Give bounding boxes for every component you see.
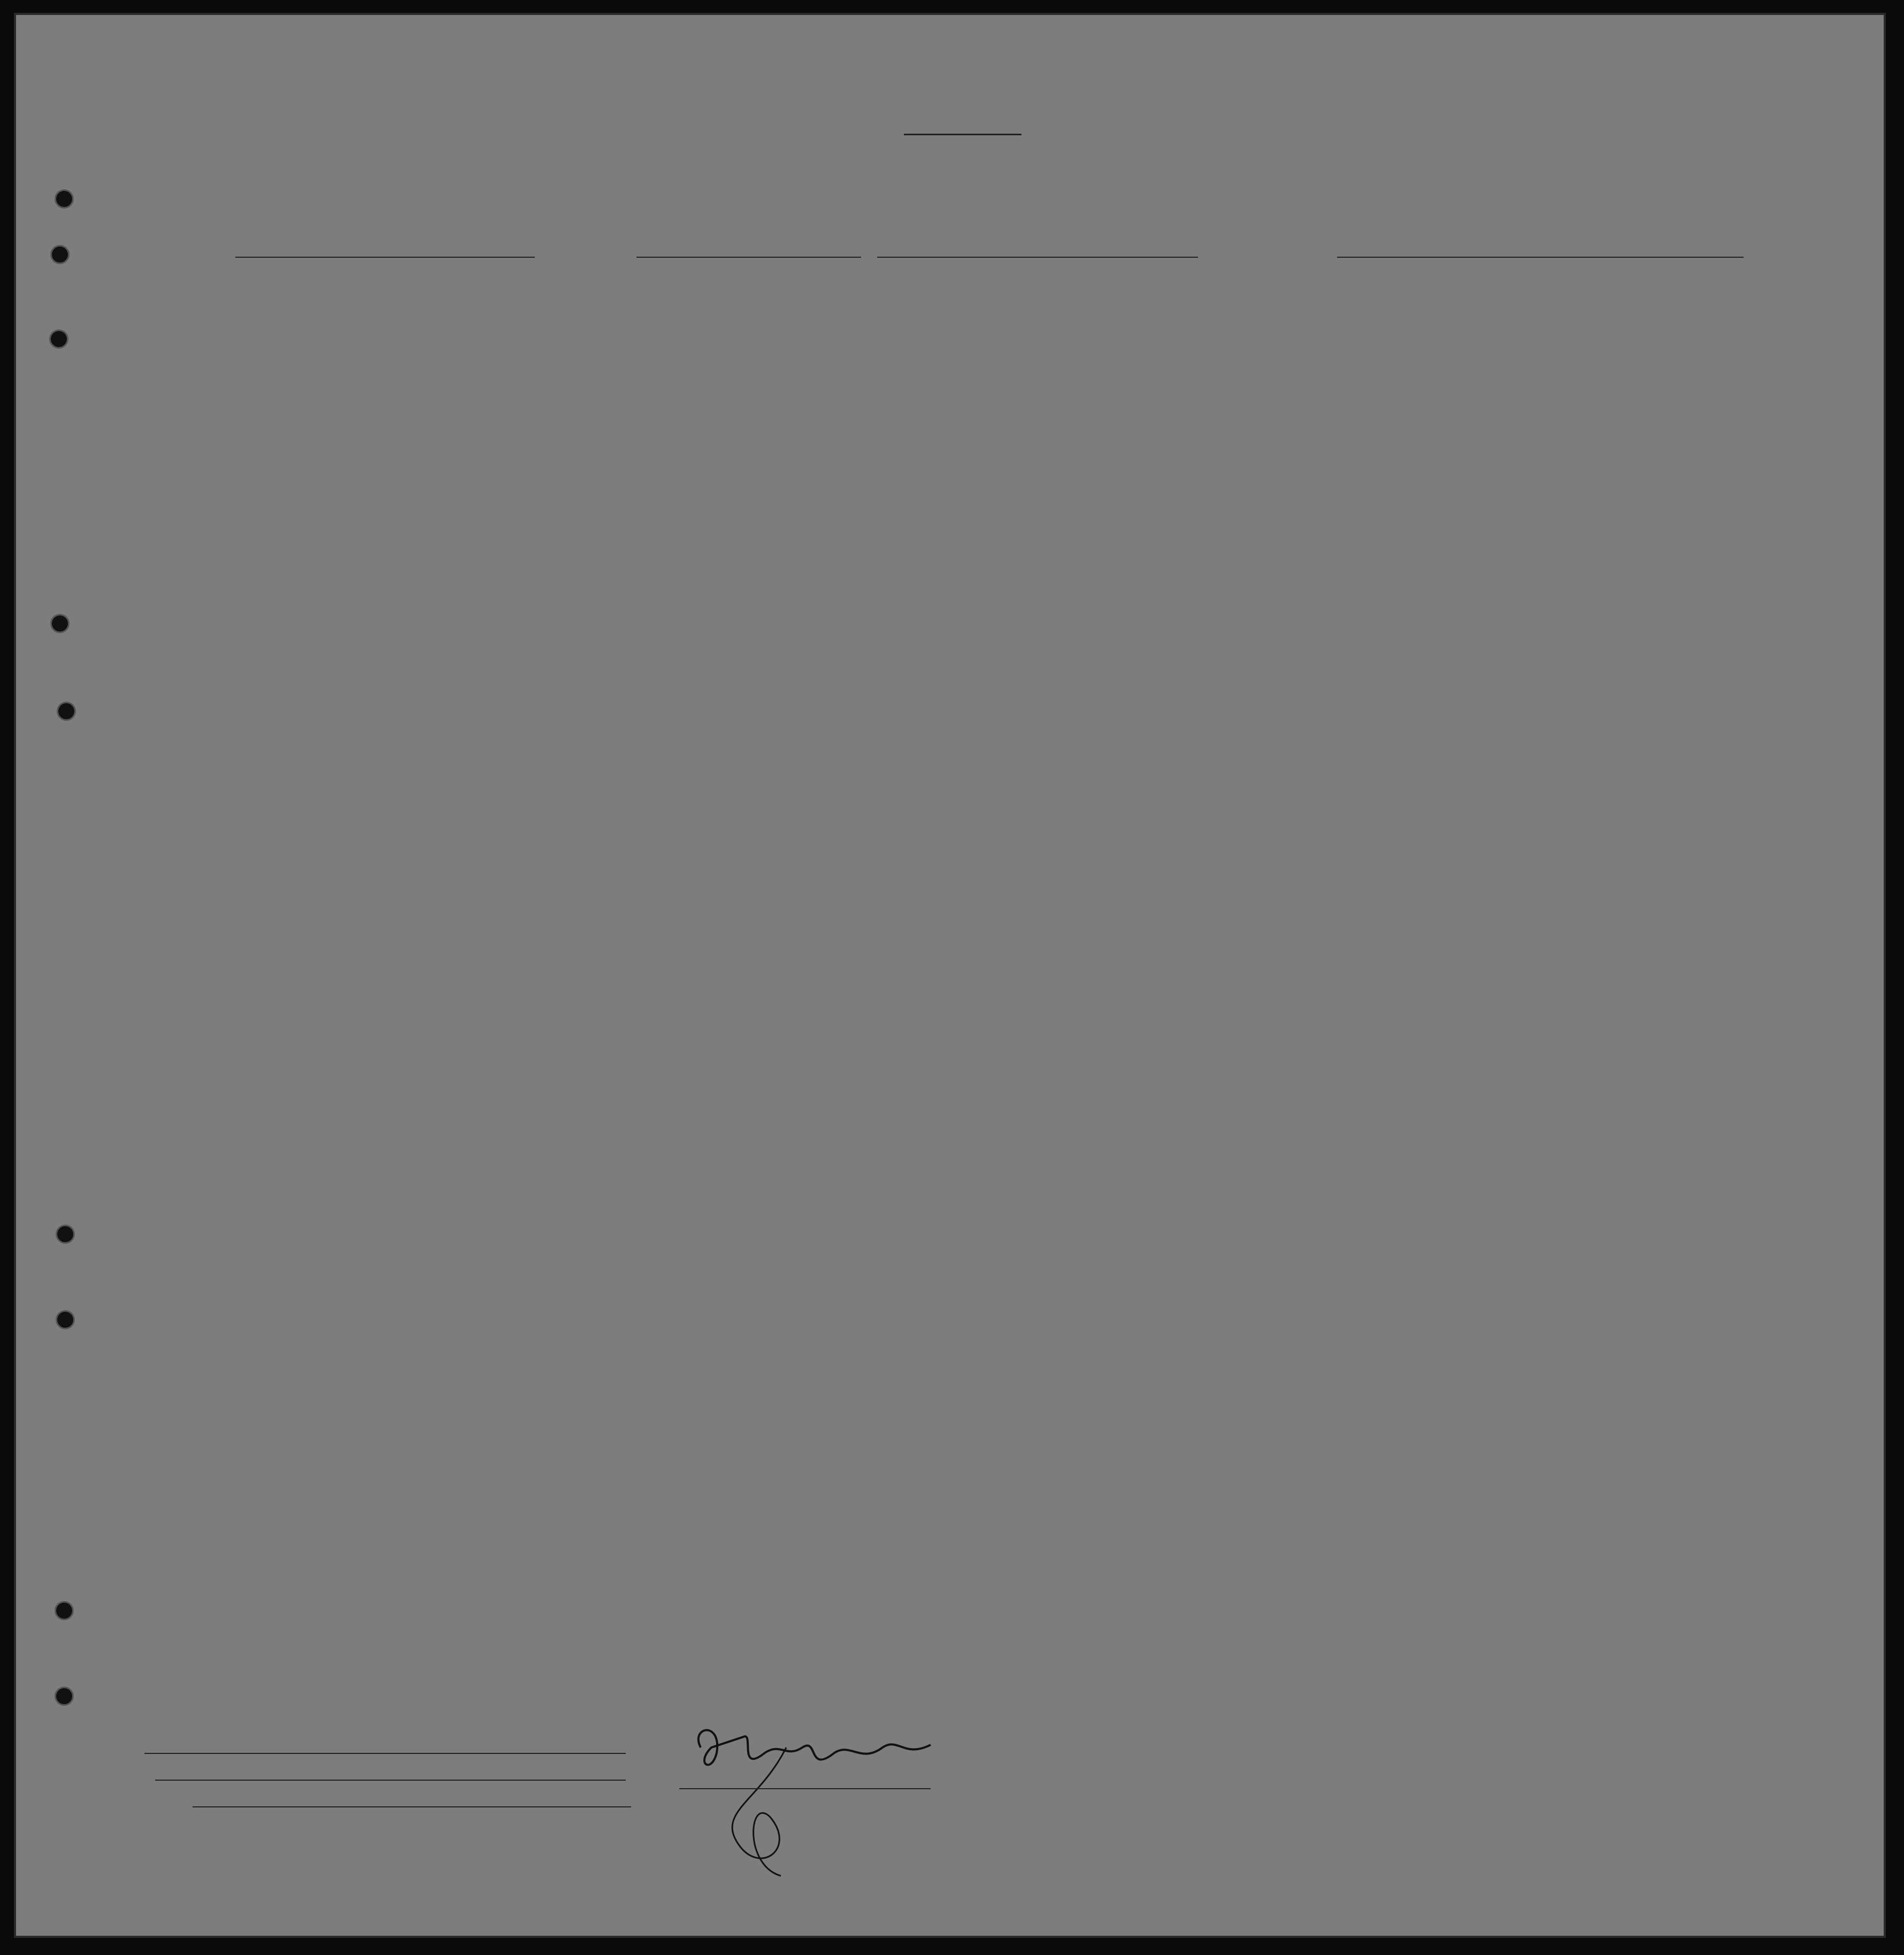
binder-hole: [55, 189, 74, 209]
binder-hole: [57, 702, 76, 721]
binder-hole: [56, 1310, 75, 1329]
vessel-line: [160, 225, 1765, 257]
binder-hole: [55, 1601, 74, 1620]
binder-hole: [50, 245, 70, 264]
binder-hole: [56, 1225, 75, 1244]
line-underline: [144, 1753, 626, 1754]
agents-underline: [193, 1806, 631, 1807]
binder-hole: [49, 329, 68, 349]
binder-hole: [55, 1687, 74, 1706]
binder-hole: [50, 614, 70, 633]
manifest-sheet: [14, 13, 1886, 1938]
title-rule: [904, 134, 1022, 135]
inspector-underline: [679, 1788, 931, 1789]
owners-underline: [155, 1780, 626, 1781]
inspector-signature: [679, 1715, 979, 1887]
